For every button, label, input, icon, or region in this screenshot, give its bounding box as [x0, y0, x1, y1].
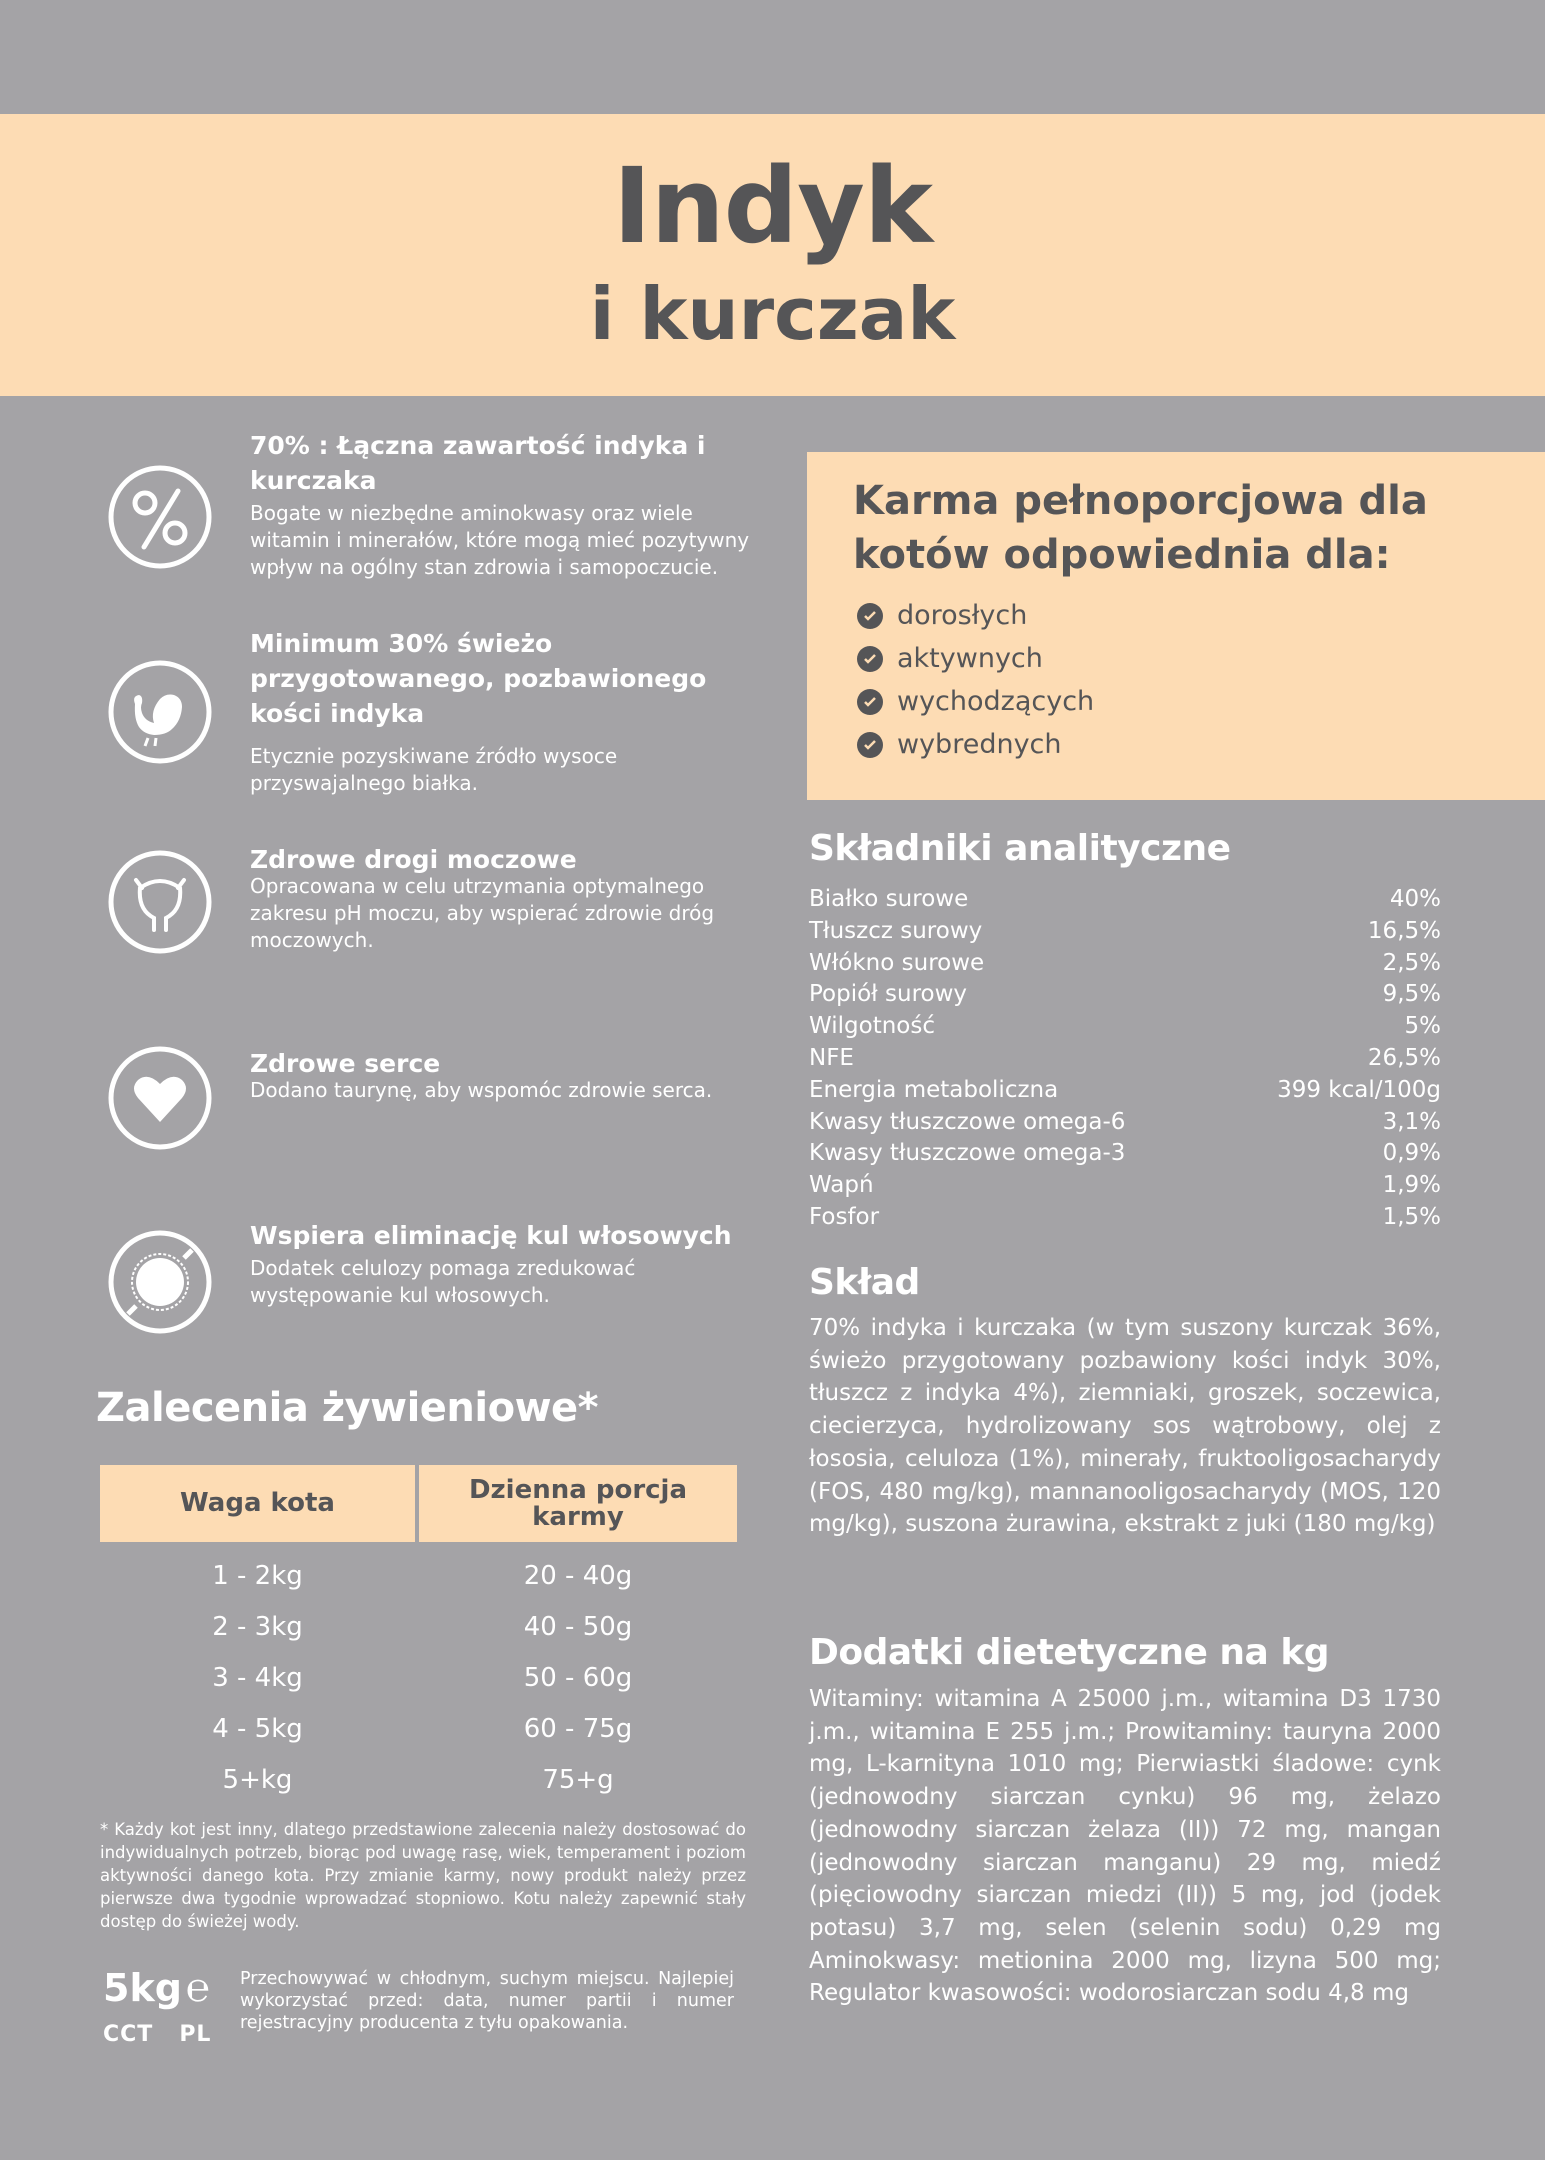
- nutrient-name: Popiół surowy: [809, 981, 968, 1008]
- table-row: [100, 1754, 737, 1805]
- daily-portion: 20 - 40g: [523, 1560, 633, 1591]
- feature-title: Minimum 30% świeżo przygotowanego, pozbawionego kości indyka: [250, 629, 707, 728]
- table-row: [100, 1652, 737, 1703]
- suitability-item: wybrednych: [897, 729, 1062, 760]
- table-row: [809, 1107, 1441, 1139]
- check-circle-icon: [857, 732, 883, 758]
- nutrient-value: 399 kcal/100g: [1277, 1076, 1441, 1103]
- feature-description: Opracowana w celu utrzymania optymalnego zakresu pH moczu, aby wspierać zdrowie dróg moczowych.: [250, 874, 715, 952]
- table-row: [809, 979, 1441, 1011]
- cat-weight: 2 - 3kg: [212, 1611, 303, 1642]
- feature-title: Zdrowe drogi moczowe: [250, 845, 577, 874]
- nutrient-name: Tłuszcz surowy: [809, 917, 983, 944]
- daily-portion: 40 - 50g: [523, 1611, 633, 1642]
- nutrient-value: 5%: [1404, 1013, 1441, 1040]
- feature-title: Zdrowe serce: [250, 1049, 441, 1078]
- nutrient-name: Włókno surowe: [809, 949, 985, 976]
- nutrient-name: Kwasy tłuszczowe omega-6: [809, 1108, 1126, 1135]
- feeding-footnote: * Każdy kot jest inny, dlatego przedstawione zalecenia należy dostosować do indywidualnych potrzeb, biorąc pod uwagę rasę, wiek, temperament i poziom aktywności danego kota. Przy zmianie karmy, nowy produkt należy przez pierwsze dwa tygodnie wprowadzać stopniowo. Kotu należy zapewnić stały dostęp do świeżej wody.: [100, 1820, 746, 1931]
- code-cct: CCT: [103, 2022, 154, 2047]
- daily-portion: 75+g: [542, 1764, 614, 1795]
- nutrient-value: 9,5%: [1382, 981, 1441, 1008]
- nutrient-value: 3,1%: [1382, 1108, 1441, 1135]
- percent-icon: [108, 465, 212, 569]
- table-row: [809, 1138, 1441, 1170]
- composition-text: 70% indyka i kurczaka (w tym suszony kurczak 36%, świeżo przygotowany pozbawiony kości indyk 30%, tłuszcz z indyka 4%), ziemniaki, groszek, soczewica, ciecierzyca, hydrolizowany sos wątrobowy, olej z łososia, celuloza (1%), minerały, fruktooligosacharydy (FOS, 480 mg/kg), mannanooligosacharydy (MOS, 120 mg/kg), suszona żurawina, ekstrakt z juki (180 mg/kg): [809, 1315, 1441, 1538]
- feature-title: Wspiera eliminację kul włosowych: [250, 1221, 732, 1250]
- estimated-sign-icon: ℮: [185, 1965, 210, 2011]
- suitability-box: [807, 452, 1545, 800]
- nutrient-value: 1,9%: [1382, 1172, 1441, 1199]
- additives-title: Dodatki dietetyczne na kg: [809, 1632, 1330, 1673]
- nutrient-value: 0,9%: [1382, 1140, 1441, 1167]
- net-weight: 5kg: [103, 1966, 182, 2010]
- feeding-table-header: [100, 1465, 737, 1542]
- nutrient-value: 2,5%: [1382, 949, 1441, 976]
- suitability-title: Karma pełnoporcjowa dla kotów odpowiednia dla:: [853, 478, 1428, 578]
- nutrient-name: Energia metaboliczna: [809, 1076, 1059, 1103]
- table-row: [809, 1170, 1441, 1202]
- nutrient-name: Białko surowe: [809, 886, 969, 912]
- suitability-list: [857, 594, 1094, 766]
- feeding-title: Zalecenia żywieniowe*: [96, 1385, 599, 1431]
- bladder-icon: [108, 850, 212, 954]
- nutrient-name: Wapń: [809, 1172, 874, 1199]
- product-title: Indyk: [612, 145, 933, 267]
- suitability-item: aktywnych: [897, 643, 1043, 674]
- table-row: [809, 1043, 1441, 1075]
- product-subtitle: i kurczak: [589, 272, 956, 356]
- composition-title: Skład: [809, 1262, 920, 1303]
- no-hairball-icon: [108, 1230, 212, 1334]
- table-row: [809, 948, 1441, 980]
- storage-instructions: Przechowywać w chłodnym, suchym miejscu. Najlepiej wykorzystać przed: data, numer partii i numer rejestracyjny producenta z tyłu opakowania.: [240, 1969, 734, 2033]
- list-item: [857, 594, 1094, 637]
- table-row: [809, 1202, 1441, 1234]
- table-row: [809, 1075, 1441, 1107]
- cat-weight: 1 - 2kg: [212, 1560, 303, 1591]
- nutrient-name: NFE: [809, 1044, 854, 1071]
- code-country: PL: [179, 2022, 212, 2047]
- list-item: [857, 723, 1094, 766]
- feature-description: Bogate w niezbędne aminokwasy oraz wiele witamin i minerałów, które mogą mieć pozytywny wpływ na ogólny stan zdrowia i samopoczucie.: [250, 501, 750, 579]
- daily-portion: 50 - 60g: [523, 1662, 633, 1693]
- feature-description: Dodano taurynę, aby wspomóc zdrowie serca.: [250, 1078, 713, 1102]
- analytical-title: Składniki analityczne: [809, 828, 1231, 869]
- nutrient-value: 26,5%: [1367, 1044, 1441, 1071]
- turkey-icon: [108, 660, 212, 764]
- check-circle-icon: [857, 646, 883, 672]
- list-item: [857, 637, 1094, 680]
- package-info: [103, 1965, 212, 2047]
- column-header-weight: Waga kota: [100, 1465, 415, 1542]
- analytical-table: [809, 884, 1441, 1234]
- heart-icon: [108, 1046, 212, 1150]
- cat-weight: 5+kg: [222, 1764, 293, 1795]
- table-row: [809, 884, 1441, 916]
- nutrient-value: 16,5%: [1367, 917, 1441, 944]
- header-band: [0, 114, 1545, 396]
- table-row: [809, 1011, 1441, 1043]
- feature-title: 70% : Łączna zawartość indyka i kurczaka: [250, 431, 706, 495]
- cat-weight: 4 - 5kg: [212, 1713, 303, 1744]
- cat-weight: 3 - 4kg: [212, 1662, 303, 1693]
- suitability-item: dorosłych: [897, 600, 1028, 631]
- table-row: [100, 1601, 737, 1652]
- feature-description: Dodatek celulozy pomaga zredukować występowanie kul włosowych.: [250, 1256, 636, 1307]
- check-circle-icon: [857, 603, 883, 629]
- nutrient-name: Wilgotność: [809, 1013, 935, 1040]
- table-row: [809, 916, 1441, 948]
- table-row: [100, 1703, 737, 1754]
- feeding-table: [100, 1465, 737, 1805]
- list-item: [857, 680, 1094, 723]
- nutrient-name: Fosfor: [809, 1203, 880, 1230]
- nutrient-value: 40%: [1389, 886, 1441, 912]
- additives-text: Witaminy: witamina A 25000 j.m., witamina D3 1730 j.m., witamina E 255 j.m.; Prowitaminy: tauryna 2000 mg, L-karnityna 1010 mg; Pierwiastki śladowe: cynk (jednowodny siarczan cynku) 96 mg, żelazo (jednowodny siarczan żelaza (II)) 72 mg, mangan (jednowodny siarczan manganu) 29 mg, miedź (pięciowodny siarczan miedzi (II)) 5 mg, jod (jodek potasu) 3,7 mg, selen (selenin sodu) 0,29 mg Aminokwasy: metionina 2000 mg, lizyna 500 mg; Regulator kwasowości: wodorosiarczan sodu 4,8 mg: [809, 1686, 1441, 2007]
- nutrient-value: 1,5%: [1382, 1203, 1441, 1230]
- nutrient-name: Kwasy tłuszczowe omega-3: [809, 1140, 1126, 1167]
- column-header-portion: Dzienna porcja karmy: [419, 1465, 737, 1542]
- check-circle-icon: [857, 689, 883, 715]
- table-row: [100, 1550, 737, 1601]
- suitability-item: wychodzących: [897, 686, 1095, 717]
- feature-description: Etycznie pozyskiwane źródło wysoce przyswajalnego białka.: [250, 744, 618, 795]
- daily-portion: 60 - 75g: [523, 1713, 633, 1744]
